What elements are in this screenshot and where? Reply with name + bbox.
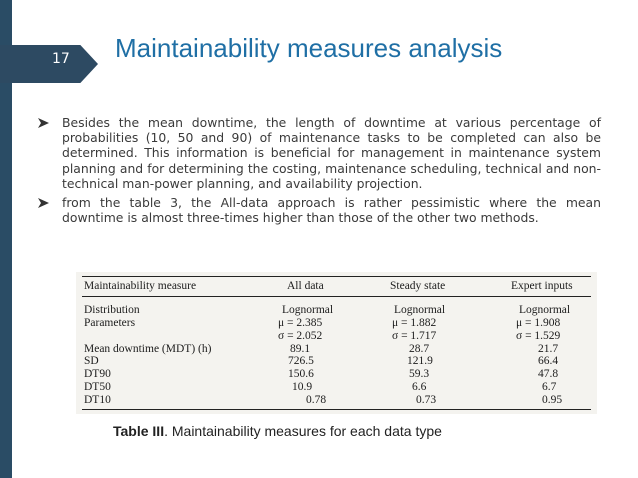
caption-label: Table III	[113, 423, 165, 439]
bullet-list	[38, 115, 601, 229]
cell-expert-inputs: 0.95	[542, 394, 563, 406]
cell-expert-inputs: 66.4	[538, 355, 559, 367]
cell-expert-inputs: Lognormal	[519, 304, 571, 316]
cell-steady-state: 0.73	[416, 394, 437, 406]
cell-steady-state: 59.3	[409, 368, 430, 380]
cell-expert-inputs: 47.8	[538, 368, 559, 380]
table-header-expert-inputs: Expert inputs	[511, 280, 573, 292]
arrow-bullet-icon	[38, 198, 49, 208]
bullet-item	[38, 195, 601, 225]
bullet-text: from the table 3, the All-data approach is rather pessimistic where the mean downtime is almost three-times higher than those of the other two methods.	[62, 195, 601, 226]
row-label: DT90	[84, 368, 111, 380]
cell-all-data: 0.78	[306, 394, 327, 406]
bullet-item	[38, 115, 601, 191]
cell-expert-inputs: μ = 1.908	[516, 317, 561, 329]
table-header-steady-state: Steady state	[390, 280, 446, 292]
cell-steady-state: 28.7	[409, 343, 430, 355]
cell-all-data: μ = 2.385	[278, 317, 323, 329]
table-header-measure: Maintainability measure	[84, 280, 197, 292]
row-label: SD	[84, 355, 99, 367]
cell-steady-state: Lognormal	[394, 304, 446, 316]
cell-steady-state: 121.9	[407, 355, 433, 367]
cell-expert-inputs: 6.7	[542, 381, 557, 393]
table-header-all-data: All data	[287, 280, 324, 292]
cell-steady-state: μ = 1.882	[392, 317, 437, 329]
cell-all-data: 726.5	[288, 355, 314, 367]
cell-expert-inputs: 21.7	[538, 343, 559, 355]
cell-all-data: σ = 2.052	[278, 330, 323, 342]
maintainability-table	[76, 272, 597, 414]
cell-steady-state: 6.6	[412, 381, 427, 393]
caption-text: . Maintainability measures for each data type	[164, 423, 442, 439]
cell-expert-inputs: σ = 1.529	[516, 330, 561, 342]
row-label: Distribution	[84, 304, 140, 316]
slide-number: 17	[52, 51, 70, 67]
slide-title: Maintainability measures analysis	[115, 33, 503, 63]
row-label: Mean downtime (MDT) (h)	[84, 343, 212, 355]
row-label: DT10	[84, 394, 111, 406]
table-header-rule	[82, 296, 591, 297]
cell-all-data: 10.9	[292, 381, 313, 393]
cell-all-data: 89.1	[290, 343, 311, 355]
slide-number-badge	[0, 45, 98, 83]
cell-all-data: Lognormal	[282, 304, 334, 316]
bullet-text: Besides the mean downtime, the length of downtime at various percentage of probabilities (10, 50 and 90) of maintenance tasks to be completed can also be determined. This information is beneficial for management in maintenance system planning and for determining the costing, maintenance scheduling, technical and non-technical man-power planning, and availability projection.	[62, 115, 601, 191]
table-caption	[113, 421, 473, 441]
row-label: Parameters	[84, 317, 136, 329]
table-bottom-rule	[82, 409, 591, 410]
cell-steady-state: σ = 1.717	[392, 330, 437, 342]
table-top-rule	[82, 276, 591, 277]
cell-all-data: 150.6	[288, 368, 314, 380]
arrow-bullet-icon	[38, 118, 49, 128]
row-label: DT50	[84, 381, 111, 393]
